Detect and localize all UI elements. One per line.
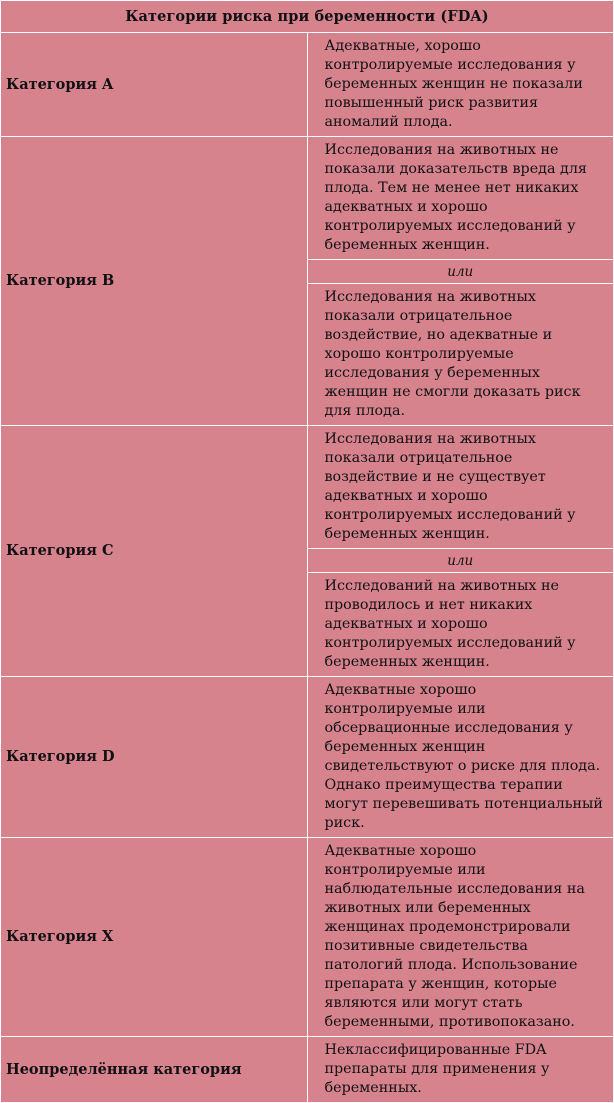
table-row-undefined-category: [1, 1037, 614, 1103]
category-c-description-1: Исследования на животных показали отрицательное воздействие и не существует адекватных и хорошо контролируемых исследований у беременных женщин.: [307, 426, 614, 549]
category-d-label: Категория D: [1, 677, 308, 838]
table-row-category-c: [1, 426, 614, 549]
category-a-description: Адекватные, хорошо контролируемые исследования у беременных женщин не показали повышенный риск развития аномалий плода.: [307, 33, 614, 137]
category-b-description-2: Исследования на животных показали отрицательное воздействие, но адекватные и хорошо контролируемые исследования у беременных женщин не смогли доказать риск для плода.: [307, 284, 614, 426]
table-row-category-d: [1, 677, 614, 838]
table-row-category-b: [1, 137, 614, 260]
category-x-label: Категория X: [1, 838, 308, 1037]
category-b-description-1: Исследования на животных не показали доказательств вреда для плода. Тем не менее нет никаких адекватных и хорошо контролируемых исследований у беременных женщин.: [307, 137, 614, 260]
table-row-category-a: [1, 33, 614, 137]
category-c-description-2: Исследований на животных не проводилось и нет никаких адекватных и хорошо контролируемых исследований у беременных женщин.: [307, 573, 614, 677]
category-b-label: Категория B: [1, 137, 308, 426]
category-d-description: Адекватные хорошо контролируемые или обсервационные исследования у беременных женщин свидетельствуют о риске для плода. Однако преимущества терапии могут перевешивать потенциальный риск.: [307, 677, 614, 838]
category-a-label: Категория A: [1, 33, 308, 137]
category-b-or-separator: или: [307, 260, 614, 284]
category-c-or-separator: или: [307, 549, 614, 573]
table-title: Категории риска при беременности (FDA): [1, 1, 614, 33]
undefined-category-label: Неопределённая категория: [1, 1037, 308, 1103]
category-c-label: Категория C: [1, 426, 308, 677]
table-row-category-x: [1, 838, 614, 1037]
title-row: [1, 1, 614, 33]
category-x-description: Адекватные хорошо контролируемые или наблюдательные исследования на животных или беременных женщинах продемонстрировали позитивные свидетельства патологий плода. Использование препарата у женщин, которые являются или могут стать беременными, противопоказано.: [307, 838, 614, 1037]
undefined-category-description: Неклассифицированные FDA препараты для применения у беременных.: [307, 1037, 614, 1103]
